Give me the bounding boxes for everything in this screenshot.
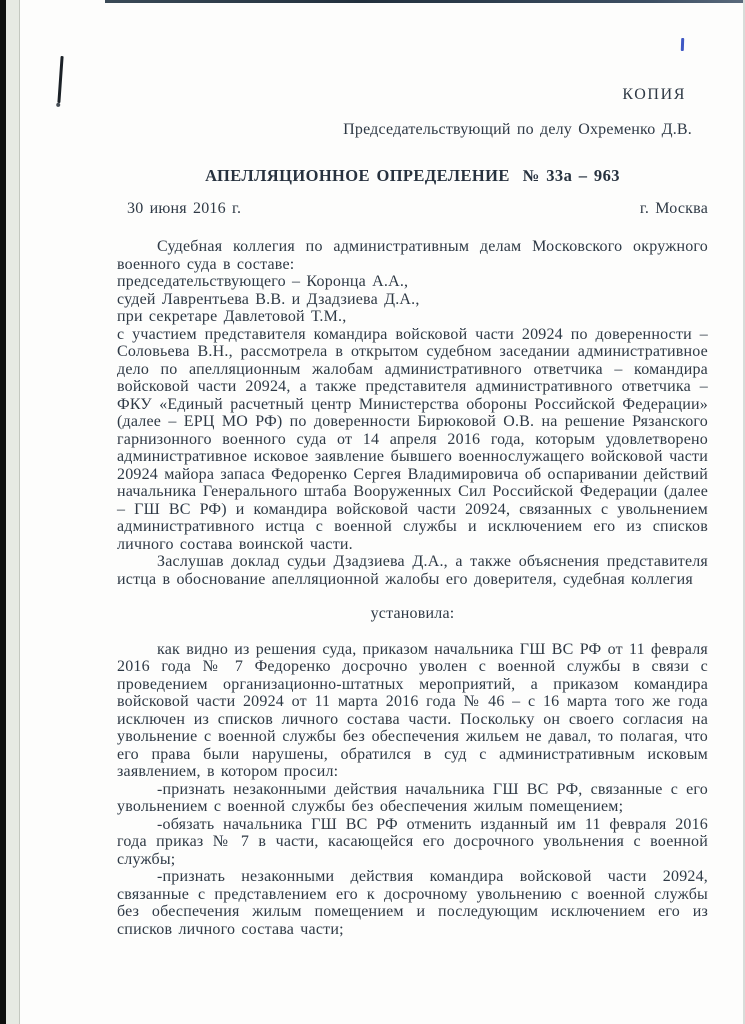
document-date: 30 июня 2016 г. [127,199,242,217]
composition-line-presiding: председательствующего – Коронца А.А., [117,273,409,290]
paragraph-claim-1: -признать незаконными действия начальника ГШ ВС РФ, связанные с его увольнением с военной службы без обеспечения жилым помещением; [117,780,708,815]
document-place: г. Москва [639,199,708,217]
paragraph-case-facts: как видно из решения суда, приказом начальника ГШ ВС РФ от 11 февраля 2016 года № 7 Федоренко досрочно уволен с военной службы в связи с проведением организационно-штатных мероприятий, а приказом командира войсковой части 20924 от 11 марта 2016 года № 46 – с 16 марта того же года исключен из списков личного состава части. Поскольку он своего согласия на увольнение с военной службы без обеспечения жильем не давал, то полагая, что его права были нарушены, обратился в суд с административным исковым заявлением, в котором просил: [117,640,708,780]
dateline [117,200,708,218]
composition-line-secretary: при секретаре Давлетовой Т.М., [117,308,347,325]
ustanovila-heading: установила: [370,605,455,622]
paragraph-court-composition-intro: Судебная коллегия по административным делам Московского окружного военного суда в составе: [117,238,708,273]
document-title: АПЕЛЛЯЦИОННОЕ ОПРЕДЕЛЕНИЕ № 33а – 963 [205,166,620,185]
composition-line-judges: судей Лаврентьева В.В. и Дзадзиева Д.А., [117,290,420,308]
copy-stamp: КОПИЯ [622,86,686,103]
paragraph-case-description: с участием представителя командира войсковой части 20924 по доверенности – Соловьева В.Н., рассмотрела в открытом судебном заседании административное дело по апелляционным жалобам административного ответчика – командира войсковой части 20924, а также представителя административного ответчика – ФКУ «Единый расчетный центр Министерства обороны Российской Федерации» (далее – ЕРЦ МО РФ) по доверенности Бирюковой О.В. на решение Рязанского гарнизонного военного суда от 14 апреля 2016 года, которым удовлетворено административное исковое заявление бывшего военнослужащего войсковой части 20924 майора запаса Федоренко Сергея Владимировича об оспаривании действий начальника Генерального штаба Вооруженных Сил Российской Федерации (далее – ГШ ВС РФ) и командира войсковой части 20924, связанных с увольнением административного истца с военной службы и исключением его из списков личного состава воинской части. [117,325,708,553]
pen-stroke-mark [57,56,63,103]
paragraph-report-heard: Заслушав доклад судьи Дзадзиева Д.А., а также объяснения представителя истца в обоснование апелляционной жалобы его доверителя, судебная коллегия [117,553,708,588]
document-content [117,0,708,938]
paragraph-claim-3: -признать незаконными действия командира войсковой части 20924, связанные с представлением его к досрочному увольнению с военной службы без обеспечения жилым помещением и последующим исключением его из списков личного состава части; [117,868,708,938]
scan-page-left-edge [6,0,20,1024]
presiding-judge-line: Председательствующий по делу Охременко Д.В. [343,120,692,138]
paragraph-claim-2: -обязать начальника ГШ ВС РФ отменить изданный им 11 февраля 2016 года приказ № 7 в части, касающейся его досрочного увольнения с военной службы; [117,815,708,868]
